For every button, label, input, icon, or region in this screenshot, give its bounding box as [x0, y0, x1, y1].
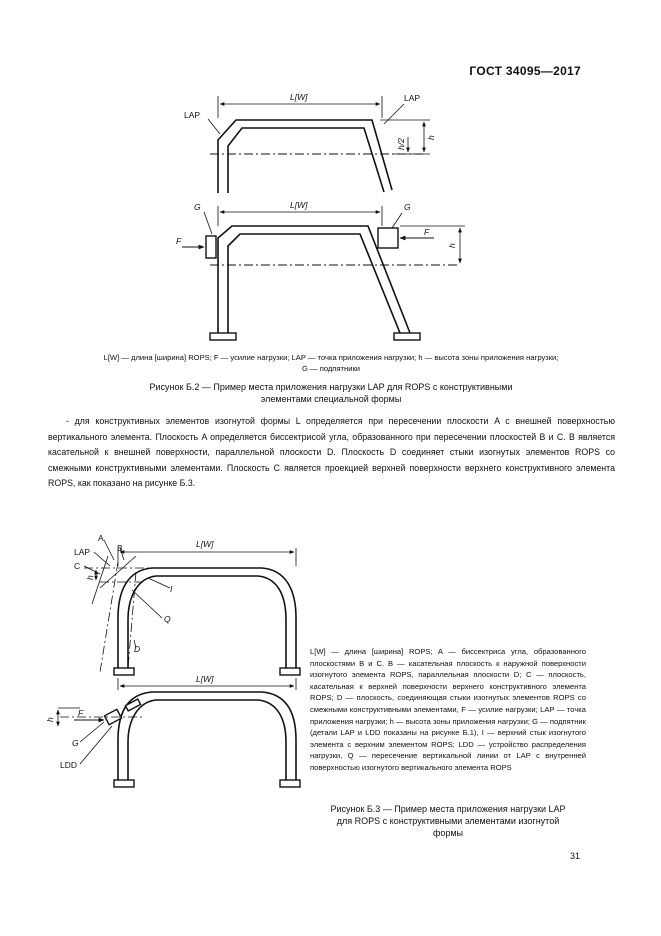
b2-lap-right-label: LAP — [404, 93, 421, 103]
b3-a-label: A — [98, 533, 104, 543]
b3-lw-top-label: L[W] — [196, 539, 214, 549]
b2-g-left-label: G — [194, 202, 201, 212]
b3-h-top-label: h — [85, 575, 95, 580]
b2-half-h-label: h/2 — [396, 138, 406, 150]
b3-title-line2: для ROPS с конструктивными элементами изогнутой — [336, 816, 560, 826]
b3-title-line1: Рисунок Б.3 — Пример места приложения нагрузки LAP — [330, 804, 566, 814]
b3-legend: L[W] — длина [ширина] ROPS; A — биссектриса угла, образованного плоскостями B и C. B — касательная плоскость к наружной поверхности изогнутого элемента ROPS, параллельная плоскости D; C — плоскость, касательная к верхней поверхности верхнего конструктивного элемента ROPS; D — плоскость, соединяющая стыки изогнутых элементов ROPS со смежными конструктивными элементами, F — усилие нагрузки; LAP — точка приложения нагрузки; h — высота зоны приложения нагрузки; G — подпятник (детали LAP и LDD показаны на рисунке Б.1), I — верхний стык изогнутого элемента с верхним элементом ROPS; LDD — устройство распределения нагрузки, Q — пересечение вертикальной линии от LAP с внутренней поверхностью изогнутого вертикального элемента ROPS — [310, 647, 586, 772]
b3-ldd-label: LDD — [60, 760, 78, 770]
b2-lap-left-label: LAP — [184, 110, 201, 120]
standard-header: ГОСТ 34095—2017 — [469, 64, 581, 78]
b3-g-label: G — [72, 738, 79, 748]
body-paragraph-text: - для конструктивных элементов изогнутой формы L определяется при пересечении плоскости A с внешней поверхностью вертикального элемента. Плоскость A определяется биссектрисой угла, образованного при пересечении плоскостей B и C. B является касательной к внешней поверхности, параллельной плоскости D. Плоскость D соединяет стыки изогнутых элементов ROPS со смежными конструктивными элементами. Плоскость C является проекцией верхней поверхности верхнего конструктивного элемента ROPS, как показано на рисунке Б.3. — [48, 416, 615, 488]
b2-title-line2: элементами специальной формы — [260, 394, 402, 404]
b2-lw-bottom-label: L[W] — [290, 200, 308, 210]
b3-lw-bottom-label: L[W] — [196, 674, 214, 684]
b2-legend-line2: G — подпятники — [301, 364, 361, 373]
b2-legend-line1: L[W] — длина [ширина] ROPS; F — усилие нагрузки; LAP — точка приложения нагрузки; h — высота зоны приложения нагрузки; — [103, 353, 559, 362]
b3-f-label: F — [78, 708, 84, 718]
b3-lap-label: LAP — [74, 547, 91, 557]
b3-b-label: B — [117, 543, 123, 553]
b2-g-right-label: G — [404, 202, 411, 212]
page-number: 31 — [570, 851, 581, 861]
b3-title-line3: формы — [432, 828, 464, 838]
b3-d-label: D — [134, 644, 141, 654]
b2-title-line1: Рисунок Б.2 — Пример места приложения нагрузки LAP для ROPS с конструктивными — [149, 382, 513, 392]
b3-c-label: C — [74, 561, 81, 571]
b2-f-right-label: F — [424, 227, 430, 237]
b2-f-left-label: F — [176, 236, 182, 246]
b2-h-top-label: h — [426, 135, 436, 140]
b3-q-label: Q — [164, 614, 171, 624]
b2-h-bottom-label: h — [447, 243, 457, 248]
b3-h-bottom-label: h — [45, 717, 55, 722]
b2-lw-top-label: L[W] — [290, 92, 308, 102]
b3-i-label: I — [170, 584, 173, 594]
